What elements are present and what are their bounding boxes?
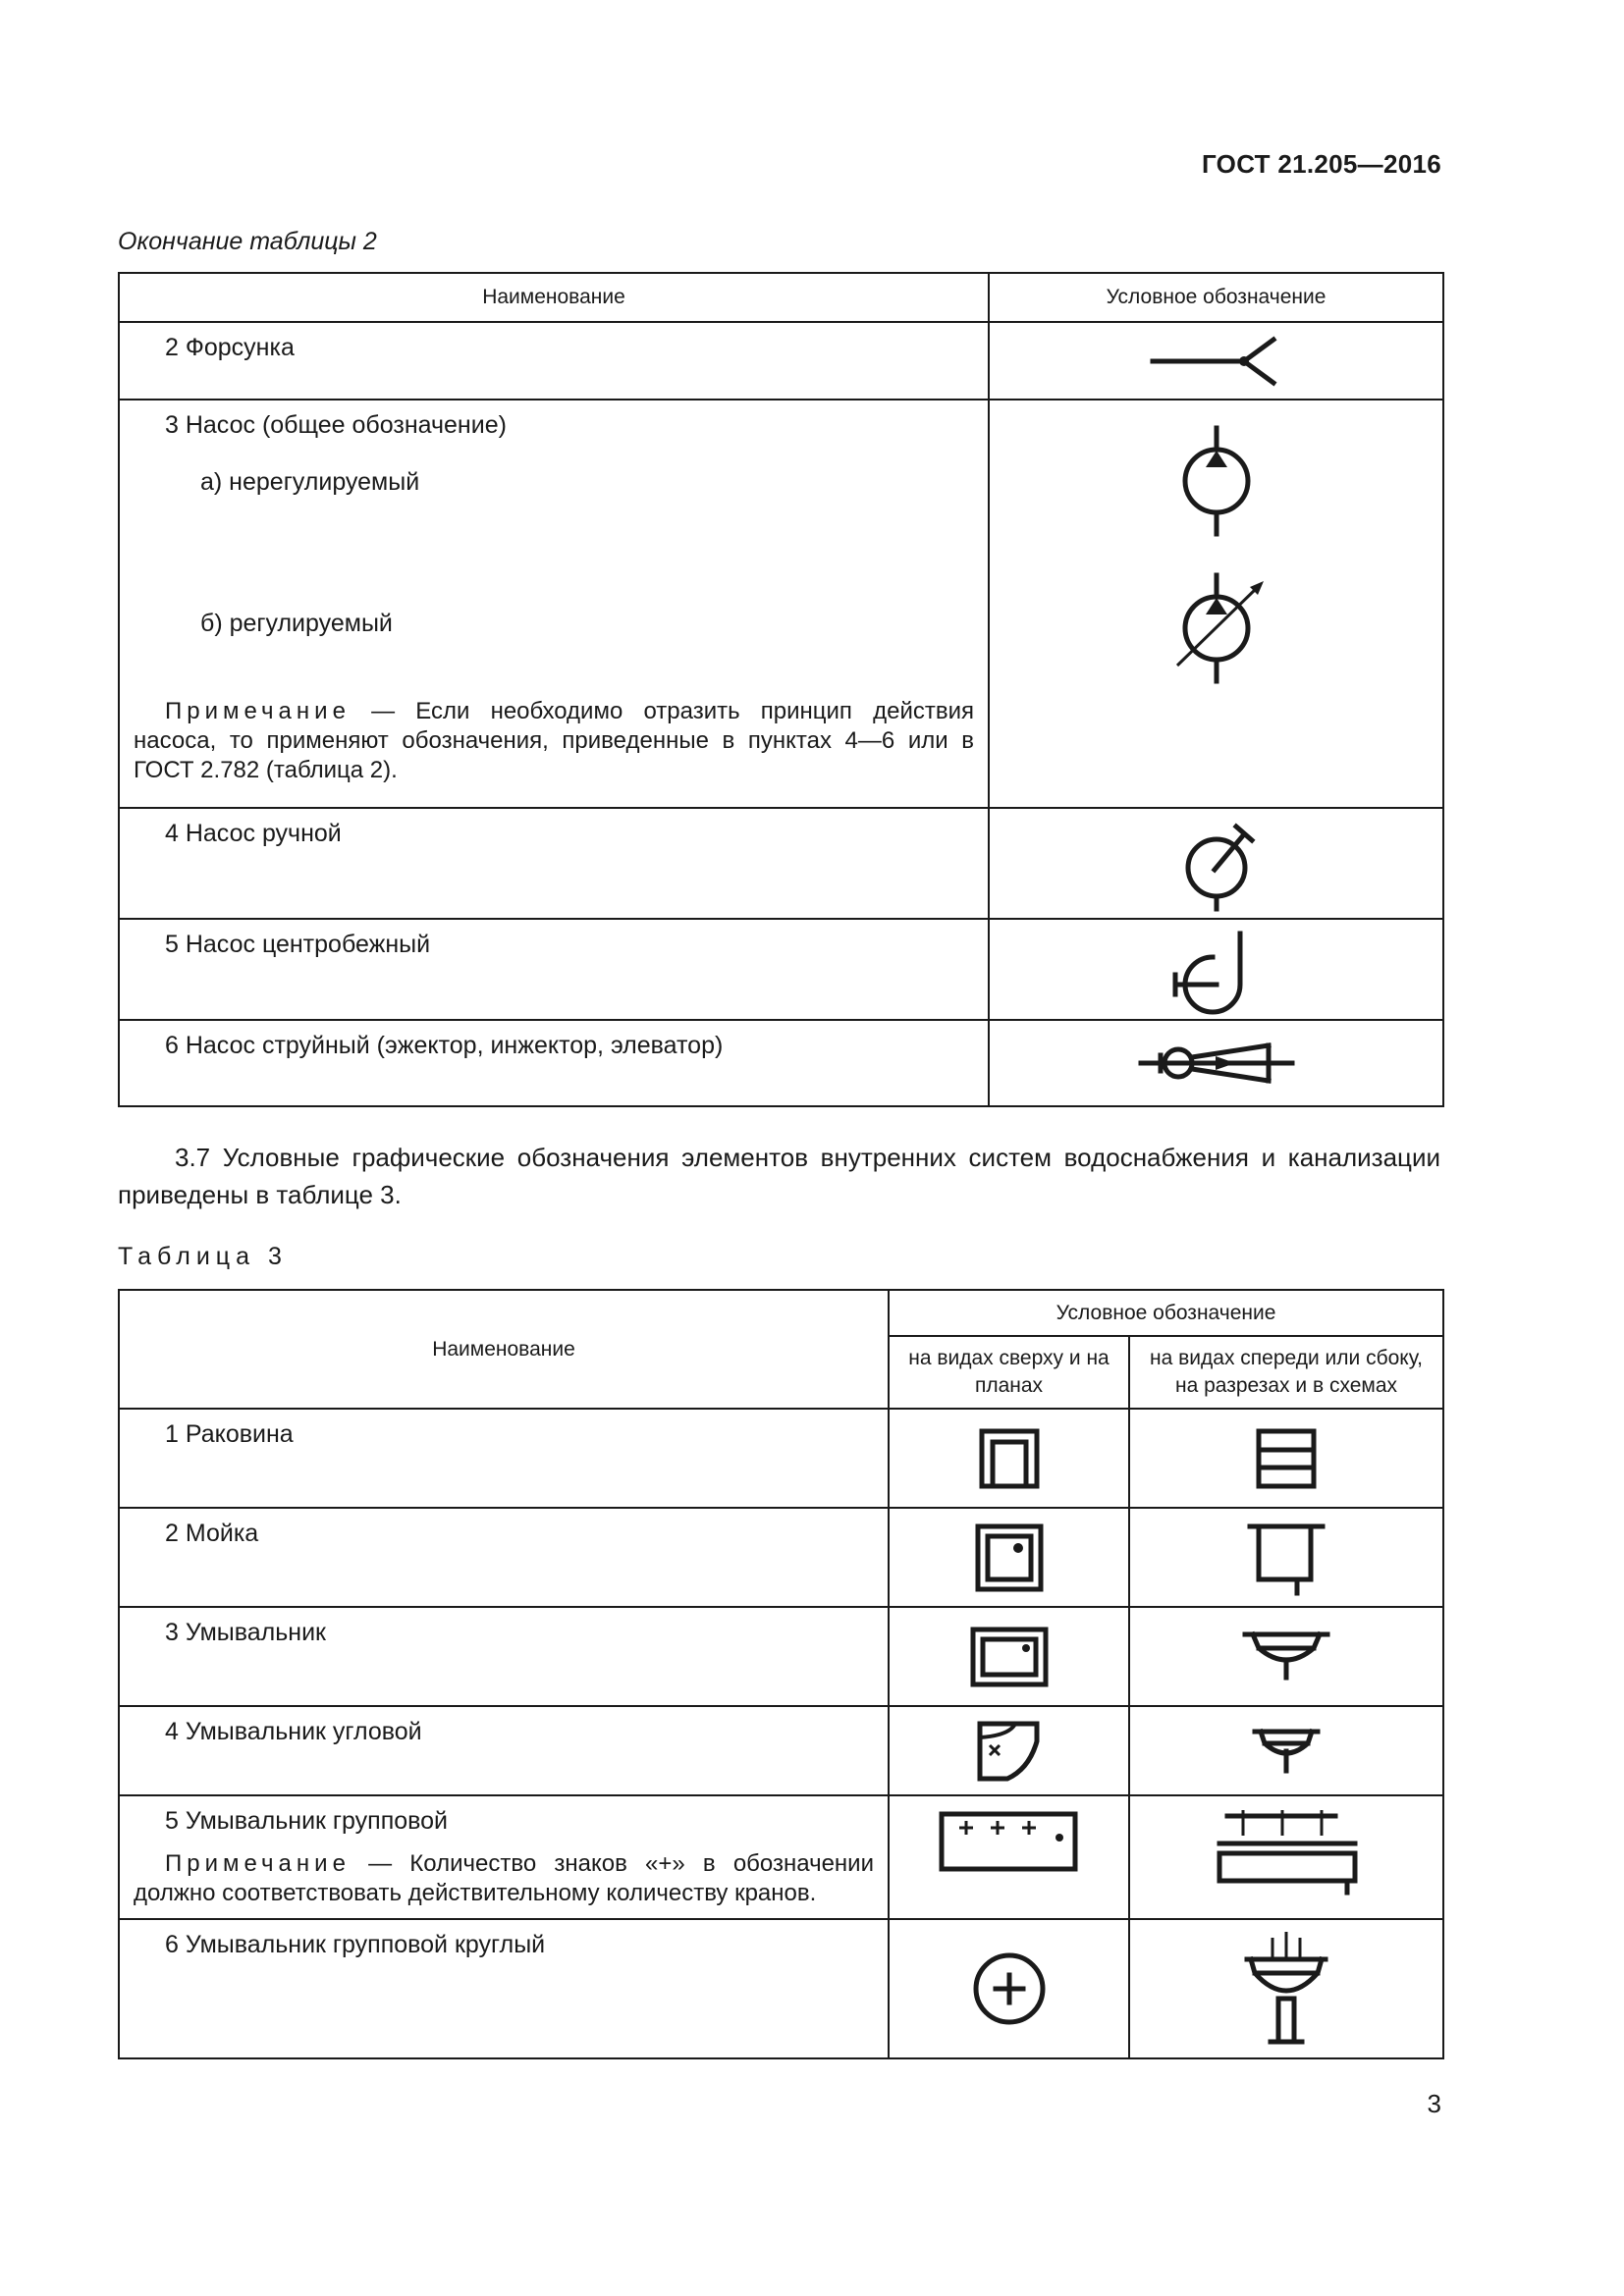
round-group-washbasin-top-icon <box>965 1945 1054 2033</box>
corner-washbasin-front-icon <box>1247 1722 1326 1781</box>
table-row <box>119 1409 1443 1508</box>
page-number: 3 <box>1427 2089 1441 2118</box>
pump-note <box>120 697 988 785</box>
kitchen-sink-front-icon <box>1242 1517 1330 1599</box>
table2-header-name: Наименование <box>119 273 989 322</box>
pump-regulated-icon <box>1148 569 1285 687</box>
row-label-washbasin: 3 Умывальник <box>165 1619 326 1646</box>
table-row <box>119 808 1443 919</box>
row-sub-regulated: б) регулируемый <box>200 610 393 637</box>
table3-header-top-view: на видах сверху и на планах <box>889 1336 1129 1409</box>
row-label-centrifugal-pump: 5 Насос центробежный <box>165 931 431 958</box>
table-row <box>119 1020 1443 1106</box>
sink-top-icon <box>975 1424 1044 1493</box>
table-row <box>119 1607 1443 1706</box>
group-washbasin-front-icon <box>1208 1808 1365 1896</box>
note-prefix: Примечание <box>165 698 351 724</box>
table3 <box>118 1289 1444 2059</box>
row-label-hand-pump: 4 Насос ручной <box>165 820 342 847</box>
table2 <box>118 272 1444 1107</box>
row-label-jet-pump: 6 Насос струйный (эжектор, инжектор, элеватор) <box>165 1032 724 1059</box>
table-row <box>119 400 1443 808</box>
table3-caption: Таблица 3 <box>118 1243 288 1270</box>
note-prefix: Примечание <box>165 1850 351 1877</box>
row-label-pump: 3 Насос (общее обозначение) <box>165 411 507 439</box>
sink-front-icon <box>1252 1424 1321 1493</box>
group-washbasin-top-icon <box>936 1808 1083 1877</box>
row-label-group-washbasin: 5 Умывальник групповой <box>165 1807 449 1835</box>
nozzle-icon <box>1138 332 1295 391</box>
table-row <box>119 919 1443 1020</box>
note-text: — Количество знаков «+» в обозначении должно соответствовать действительному количеству кранов. <box>134 1850 874 1906</box>
pump-unregulated-icon <box>1158 422 1275 540</box>
row-sub-unregulated: а) нерегулируемый <box>200 468 420 496</box>
table2-header-symbol: Условное обозначение <box>989 273 1443 322</box>
row-label-corner-washbasin: 4 Умывальник угловой <box>165 1718 422 1745</box>
standard-header: ГОСТ 21.205—2016 <box>1201 149 1441 179</box>
corner-washbasin-top-icon <box>970 1716 1049 1787</box>
table-row <box>119 1795 1443 1919</box>
centrifugal-pump-icon <box>1158 926 1275 1014</box>
row-label-round-group-washbasin: 6 Умывальник групповой круглый <box>165 1931 546 1958</box>
round-group-washbasin-front-icon <box>1237 1930 1335 2048</box>
table3-header-front-view: на видах спереди или сбоку, на разрезах и в схемах <box>1129 1336 1443 1409</box>
table-row <box>119 322 1443 400</box>
row-label-sink: 1 Раковина <box>165 1420 294 1448</box>
table-row <box>119 1919 1443 2058</box>
table-row <box>119 1508 1443 1607</box>
table2-caption: Окончание таблицы 2 <box>118 228 377 255</box>
row-label-nozzle: 2 Форсунка <box>165 334 295 361</box>
kitchen-sink-top-icon <box>970 1519 1049 1597</box>
paragraph-3-7: 3.7 Условные графические обозначения элементов внутренних систем водоснабжения и канализации приведены в таблице 3. <box>118 1143 1440 1209</box>
washbasin-top-icon <box>965 1623 1054 1691</box>
note-text: — Если необходимо отразить принцип действия насоса, то применяют обозначения, приведенные в пунктах 4—6 или в ГОСТ 2.782 (таблица 2). <box>134 698 974 783</box>
jet-pump-icon <box>1133 1034 1300 1093</box>
hand-pump-icon <box>1158 817 1275 911</box>
table3-header-symbol: Условное обозначение <box>889 1290 1443 1336</box>
table3-header-name: Наименование <box>119 1290 889 1409</box>
row-label-kitchen-sink: 2 Мойка <box>165 1520 259 1547</box>
washbasin-front-icon <box>1237 1623 1335 1691</box>
table-row <box>119 1706 1443 1795</box>
group-washbasin-note <box>120 1849 888 1908</box>
